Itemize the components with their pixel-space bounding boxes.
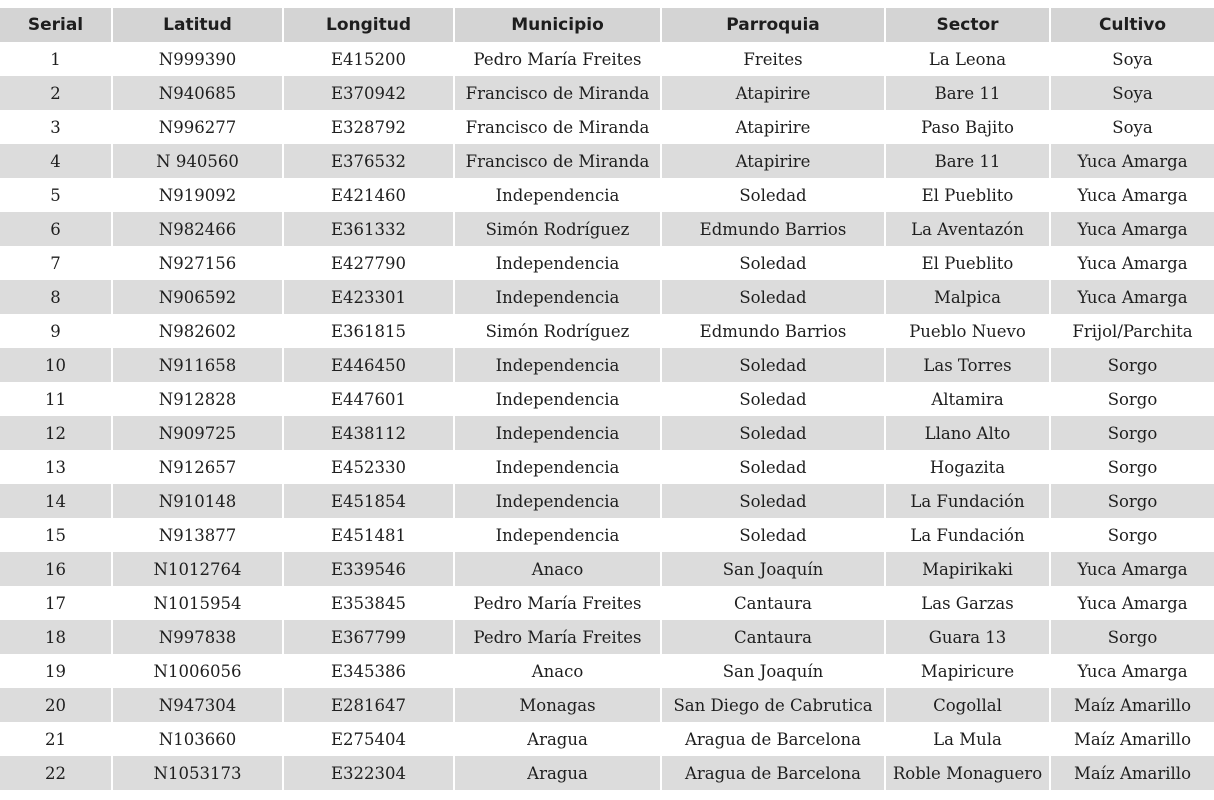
cell-municipio: Independencia <box>454 348 661 382</box>
cell-cultivo: Yuca Amarga <box>1050 552 1214 586</box>
header-cultivo: Cultivo <box>1050 8 1214 42</box>
cell-cultivo: Maíz Amarillo <box>1050 756 1214 790</box>
cell-sector: Bare 11 <box>885 144 1050 178</box>
cell-serial: 19 <box>0 654 112 688</box>
cell-cultivo: Soya <box>1050 76 1214 110</box>
table-row <box>0 76 1214 110</box>
header-municipio: Municipio <box>454 8 661 42</box>
cell-sector: Malpica <box>885 280 1050 314</box>
cell-latitud: N910148 <box>112 484 283 518</box>
cell-cultivo: Frijol/Parchita <box>1050 314 1214 348</box>
cell-latitud: N947304 <box>112 688 283 722</box>
cell-parroquia: Atapirire <box>661 144 885 178</box>
table-row <box>0 552 1214 586</box>
cell-longitud: E447601 <box>283 382 454 416</box>
cell-municipio: Aragua <box>454 756 661 790</box>
table-row <box>0 620 1214 654</box>
cell-serial: 2 <box>0 76 112 110</box>
cell-serial: 18 <box>0 620 112 654</box>
cell-serial: 5 <box>0 178 112 212</box>
table-body <box>0 42 1214 790</box>
cell-serial: 11 <box>0 382 112 416</box>
cell-serial: 1 <box>0 42 112 76</box>
table-row <box>0 178 1214 212</box>
cell-longitud: E328792 <box>283 110 454 144</box>
table-row <box>0 722 1214 756</box>
cell-serial: 7 <box>0 246 112 280</box>
header-sector: Sector <box>885 8 1050 42</box>
cell-longitud: E339546 <box>283 552 454 586</box>
table-row <box>0 246 1214 280</box>
cell-serial: 10 <box>0 348 112 382</box>
cell-municipio: Simón Rodríguez <box>454 212 661 246</box>
cell-serial: 4 <box>0 144 112 178</box>
cell-municipio: Aragua <box>454 722 661 756</box>
cell-sector: Las Torres <box>885 348 1050 382</box>
table-row <box>0 416 1214 450</box>
cell-latitud: N909725 <box>112 416 283 450</box>
cell-serial: 6 <box>0 212 112 246</box>
cell-longitud: E451481 <box>283 518 454 552</box>
cell-parroquia: San Joaquín <box>661 654 885 688</box>
cell-cultivo: Sorgo <box>1050 484 1214 518</box>
cell-municipio: Independencia <box>454 484 661 518</box>
cell-latitud: N913877 <box>112 518 283 552</box>
cell-municipio: Francisco de Miranda <box>454 110 661 144</box>
table-row <box>0 314 1214 348</box>
cell-latitud: N997838 <box>112 620 283 654</box>
cell-parroquia: Soledad <box>661 246 885 280</box>
table-row <box>0 144 1214 178</box>
cell-cultivo: Soya <box>1050 110 1214 144</box>
cell-cultivo: Yuca Amarga <box>1050 144 1214 178</box>
cell-latitud: N912657 <box>112 450 283 484</box>
cell-latitud: N919092 <box>112 178 283 212</box>
cell-serial: 3 <box>0 110 112 144</box>
cell-cultivo: Yuca Amarga <box>1050 654 1214 688</box>
cell-parroquia: San Diego de Cabrutica <box>661 688 885 722</box>
cell-parroquia: Soledad <box>661 382 885 416</box>
cell-latitud: N906592 <box>112 280 283 314</box>
cell-latitud: N996277 <box>112 110 283 144</box>
cell-longitud: E376532 <box>283 144 454 178</box>
cell-serial: 13 <box>0 450 112 484</box>
cell-latitud: N999390 <box>112 42 283 76</box>
cell-longitud: E438112 <box>283 416 454 450</box>
cell-serial: 9 <box>0 314 112 348</box>
cell-parroquia: Soledad <box>661 280 885 314</box>
cell-longitud: E275404 <box>283 722 454 756</box>
cell-longitud: E451854 <box>283 484 454 518</box>
cell-serial: 21 <box>0 722 112 756</box>
table-row <box>0 382 1214 416</box>
header-longitud: Longitud <box>283 8 454 42</box>
cell-sector: Mapiricure <box>885 654 1050 688</box>
table-row <box>0 212 1214 246</box>
cell-parroquia: Soledad <box>661 348 885 382</box>
cell-cultivo: Sorgo <box>1050 620 1214 654</box>
table-row <box>0 688 1214 722</box>
cell-serial: 14 <box>0 484 112 518</box>
table-row <box>0 450 1214 484</box>
cell-municipio: Independencia <box>454 280 661 314</box>
cell-cultivo: Maíz Amarillo <box>1050 722 1214 756</box>
header-serial: Serial <box>0 8 112 42</box>
cell-latitud: N927156 <box>112 246 283 280</box>
cell-latitud: N1012764 <box>112 552 283 586</box>
cell-longitud: E427790 <box>283 246 454 280</box>
cell-sector: La Fundación <box>885 484 1050 518</box>
cell-municipio: Anaco <box>454 552 661 586</box>
header-latitud: Latitud <box>112 8 283 42</box>
cell-municipio: Pedro María Freites <box>454 620 661 654</box>
cell-sector: El Pueblito <box>885 246 1050 280</box>
cell-sector: Mapirikaki <box>885 552 1050 586</box>
cell-sector: Guara 13 <box>885 620 1050 654</box>
cell-municipio: Independencia <box>454 416 661 450</box>
cell-cultivo: Maíz Amarillo <box>1050 688 1214 722</box>
table-row <box>0 756 1214 790</box>
cell-longitud: E370942 <box>283 76 454 110</box>
table-row <box>0 42 1214 76</box>
cell-municipio: Independencia <box>454 518 661 552</box>
cell-cultivo: Yuca Amarga <box>1050 178 1214 212</box>
cell-sector: Paso Bajito <box>885 110 1050 144</box>
cell-serial: 15 <box>0 518 112 552</box>
data-table <box>0 8 1214 790</box>
cell-serial: 22 <box>0 756 112 790</box>
cell-sector: Cogollal <box>885 688 1050 722</box>
cell-parroquia: Soledad <box>661 416 885 450</box>
cell-serial: 8 <box>0 280 112 314</box>
cell-sector: Llano Alto <box>885 416 1050 450</box>
cell-cultivo: Yuca Amarga <box>1050 246 1214 280</box>
cell-cultivo: Sorgo <box>1050 450 1214 484</box>
cell-longitud: E423301 <box>283 280 454 314</box>
cell-longitud: E421460 <box>283 178 454 212</box>
table-row <box>0 484 1214 518</box>
cell-parroquia: Cantaura <box>661 586 885 620</box>
cell-parroquia: Aragua de Barcelona <box>661 722 885 756</box>
cell-parroquia: Cantaura <box>661 620 885 654</box>
cell-municipio: Monagas <box>454 688 661 722</box>
cell-municipio: Independencia <box>454 178 661 212</box>
cell-cultivo: Sorgo <box>1050 348 1214 382</box>
cell-sector: Roble Monaguero <box>885 756 1050 790</box>
cell-latitud: N1006056 <box>112 654 283 688</box>
cell-municipio: Francisco de Miranda <box>454 144 661 178</box>
cell-longitud: E446450 <box>283 348 454 382</box>
cell-sector: Bare 11 <box>885 76 1050 110</box>
table-row <box>0 110 1214 144</box>
cell-cultivo: Yuca Amarga <box>1050 586 1214 620</box>
cell-longitud: E353845 <box>283 586 454 620</box>
cell-parroquia: Edmundo Barrios <box>661 212 885 246</box>
cell-cultivo: Sorgo <box>1050 416 1214 450</box>
cell-longitud: E361815 <box>283 314 454 348</box>
cell-latitud: N 940560 <box>112 144 283 178</box>
table-header <box>0 8 1214 42</box>
cell-parroquia: Edmundo Barrios <box>661 314 885 348</box>
cell-parroquia: Soledad <box>661 450 885 484</box>
cell-latitud: N940685 <box>112 76 283 110</box>
cell-longitud: E322304 <box>283 756 454 790</box>
cell-sector: Las Garzas <box>885 586 1050 620</box>
cell-sector: Altamira <box>885 382 1050 416</box>
cell-latitud: N982602 <box>112 314 283 348</box>
table-row <box>0 280 1214 314</box>
cell-municipio: Independencia <box>454 382 661 416</box>
cell-municipio: Pedro María Freites <box>454 586 661 620</box>
cell-latitud: N1053173 <box>112 756 283 790</box>
cell-municipio: Independencia <box>454 450 661 484</box>
cell-latitud: N911658 <box>112 348 283 382</box>
cell-sector: La Leona <box>885 42 1050 76</box>
cell-latitud: N1015954 <box>112 586 283 620</box>
cell-latitud: N912828 <box>112 382 283 416</box>
cell-municipio: Anaco <box>454 654 661 688</box>
header-parroquia: Parroquia <box>661 8 885 42</box>
cell-municipio: Independencia <box>454 246 661 280</box>
cell-cultivo: Sorgo <box>1050 382 1214 416</box>
cell-sector: La Aventazón <box>885 212 1050 246</box>
cell-serial: 16 <box>0 552 112 586</box>
cell-sector: Pueblo Nuevo <box>885 314 1050 348</box>
cell-parroquia: Atapirire <box>661 110 885 144</box>
cell-sector: La Mula <box>885 722 1050 756</box>
cell-sector: Hogazita <box>885 450 1050 484</box>
cell-serial: 17 <box>0 586 112 620</box>
cell-longitud: E345386 <box>283 654 454 688</box>
cell-serial: 20 <box>0 688 112 722</box>
cell-sector: El Pueblito <box>885 178 1050 212</box>
cell-municipio: Francisco de Miranda <box>454 76 661 110</box>
cell-longitud: E452330 <box>283 450 454 484</box>
cell-parroquia: Soledad <box>661 484 885 518</box>
table-row <box>0 586 1214 620</box>
cell-parroquia: San Joaquín <box>661 552 885 586</box>
cell-serial: 12 <box>0 416 112 450</box>
table-row <box>0 518 1214 552</box>
header-row <box>0 8 1214 42</box>
cell-municipio: Simón Rodríguez <box>454 314 661 348</box>
cell-parroquia: Freites <box>661 42 885 76</box>
cell-cultivo: Yuca Amarga <box>1050 212 1214 246</box>
cell-longitud: E415200 <box>283 42 454 76</box>
cell-parroquia: Soledad <box>661 518 885 552</box>
cell-parroquia: Aragua de Barcelona <box>661 756 885 790</box>
table-row <box>0 348 1214 382</box>
cell-municipio: Pedro María Freites <box>454 42 661 76</box>
cell-longitud: E367799 <box>283 620 454 654</box>
cell-latitud: N982466 <box>112 212 283 246</box>
table-row <box>0 654 1214 688</box>
cell-parroquia: Soledad <box>661 178 885 212</box>
cell-cultivo: Yuca Amarga <box>1050 280 1214 314</box>
cell-cultivo: Sorgo <box>1050 518 1214 552</box>
cell-sector: La Fundación <box>885 518 1050 552</box>
cell-parroquia: Atapirire <box>661 76 885 110</box>
cell-cultivo: Soya <box>1050 42 1214 76</box>
cell-longitud: E361332 <box>283 212 454 246</box>
cell-longitud: E281647 <box>283 688 454 722</box>
cell-latitud: N103660 <box>112 722 283 756</box>
